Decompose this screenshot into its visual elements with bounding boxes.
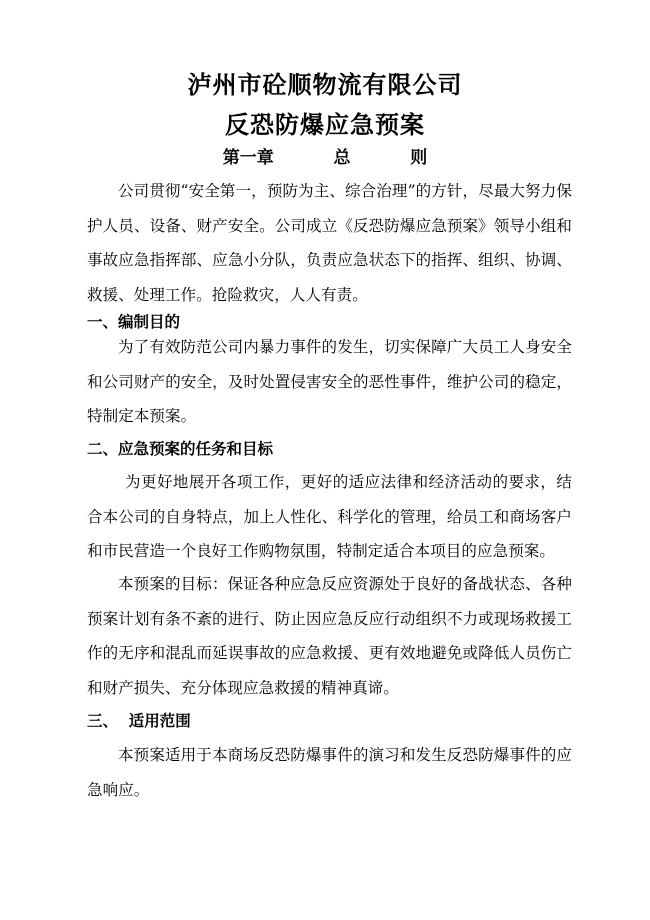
plan-title: 反恐防爆应急预案 — [225, 110, 425, 139]
intro-paragraph: 公司贯彻“安全第一，预防为主、综合治理”的方针，尽最大努力保护人员、设备、财产安全。公司成立《反恐防爆应急预案》领导小组和事故应急指挥部、应急小分队，负责应急状态下的指挥、组织、协调、救援、处理工作。抢险救灾，人人有责。 — [87, 182, 572, 304]
section-heading-purpose: 一、编制目的 — [87, 312, 181, 331]
chapter-title: 第一章 总 则 — [222, 148, 428, 168]
section-heading-tasks-goals: 二、应急预案的任务和目标 — [87, 439, 274, 458]
section-heading-scope: 三、 适用范围 — [87, 711, 191, 730]
section-paragraph-scope: 本预案适用于本商场反恐防爆事件的演习和发生反恐防爆事件的应急响应。 — [87, 746, 572, 799]
company-title: 泸州市砼顺物流有限公司 — [187, 70, 463, 99]
section-paragraph-purpose: 为了有效防范公司内暴力事件的发生，切实保障广大员工人身安全和公司财产的安全，及时处置侵害安全的恶性事件，维护公司的稳定，特制定本预案。 — [87, 338, 572, 425]
section-paragraph-tasks: 为更好地展开各项工作，更好的适应法律和经济活动的要求，结合本公司的自身特点，加上人性化、科学化的管理，给员工和商场客户和市民营造一个良好工作购物氛围，特制定适合本项目的应急预案。 — [87, 473, 572, 560]
section-paragraph-goals: 本预案的目标：保证各种应急反应资源处于良好的备战状态、各种预案计划有条不紊的进行、防止因应急反应行动组织不力或现场救援工作的无序和混乱而延误事故的应急救援、更有效地避免或降低人员伤亡和财产损失、充分体现应急救援的精神真谛。 — [87, 575, 572, 697]
